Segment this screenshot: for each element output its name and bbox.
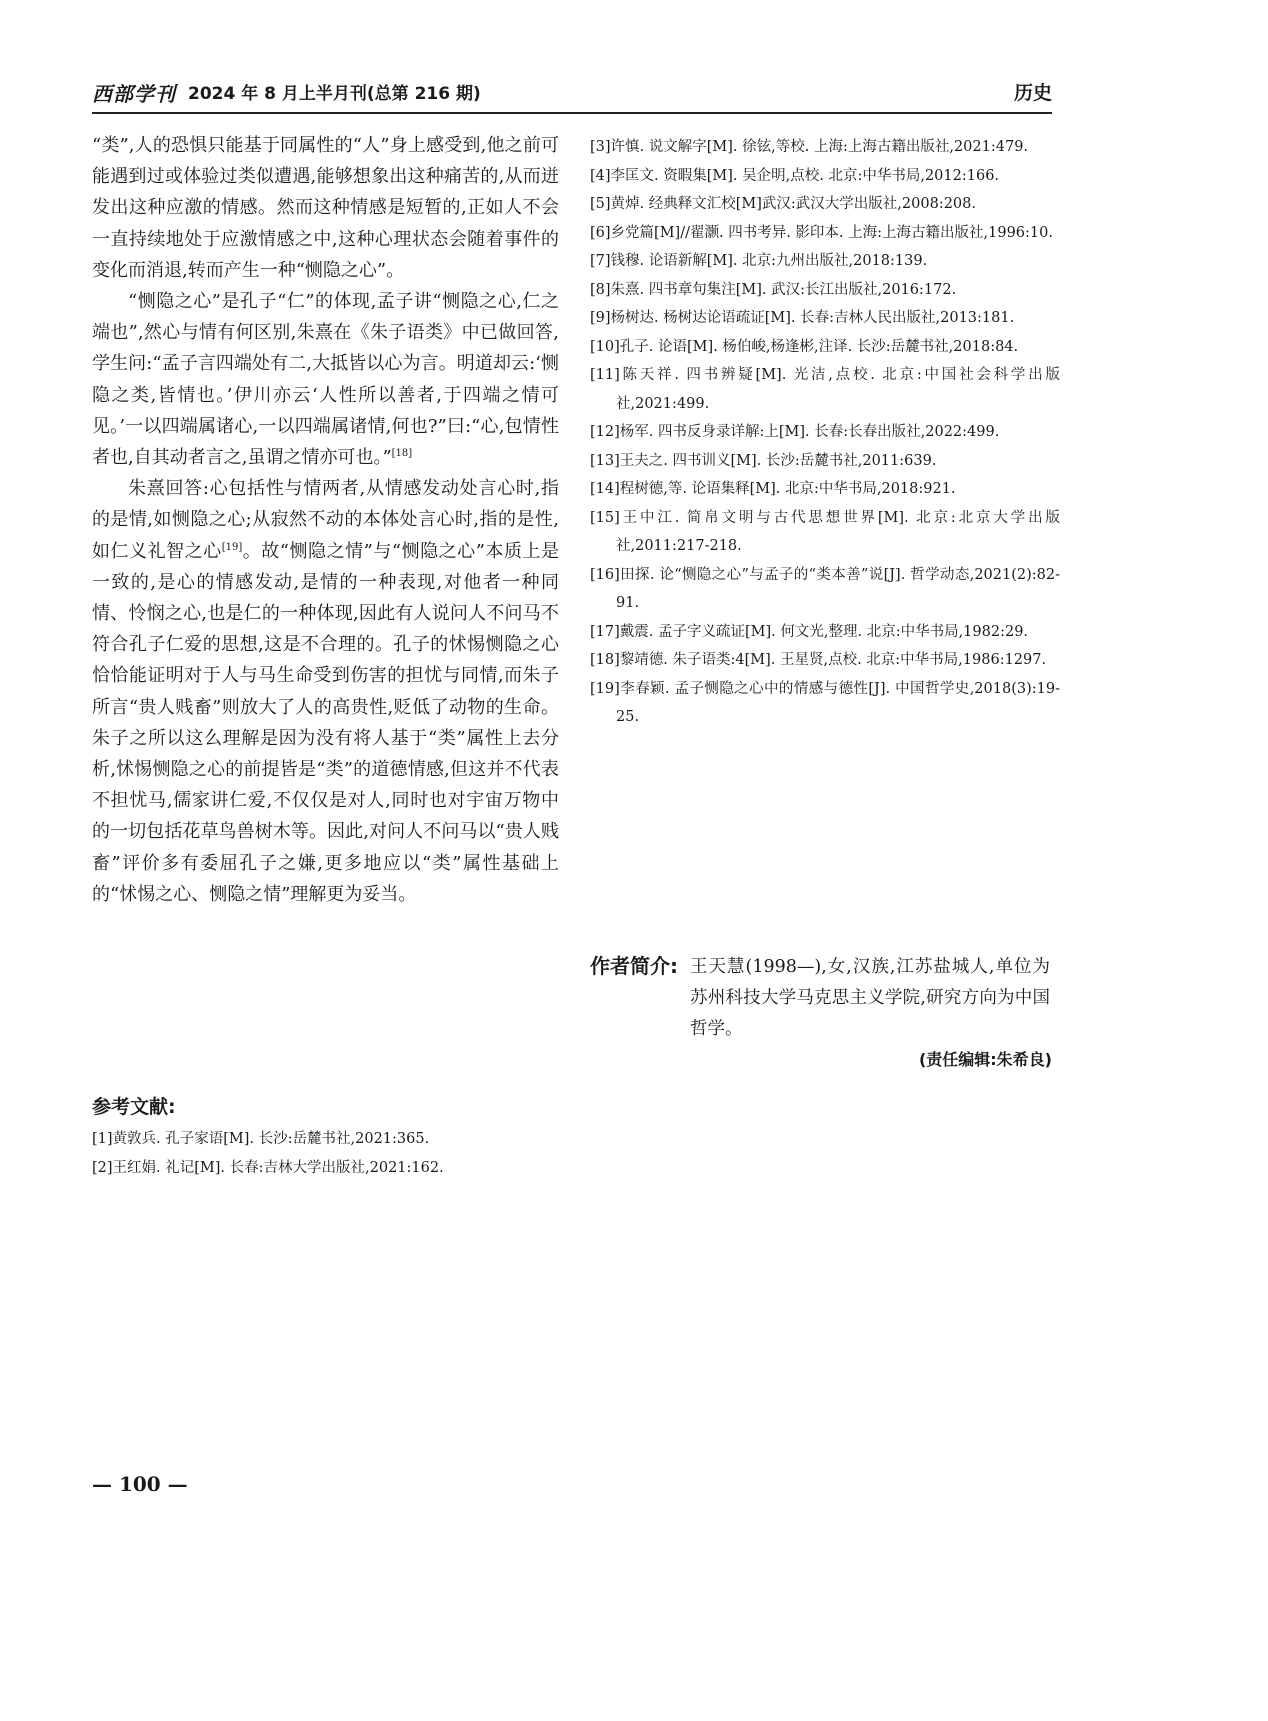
paragraph-2-text: “恻隐之心”是孔子“仁”的体现,孟子讲“恻隐之心,仁之端也”,然心与情有何区别,朱熹在《朱子语类》中已做回答,学生问:“孟子言四端处有二,大抵皆以心为言。明道却云:‘恻隐之类,皆情也。’伊川亦云‘人性所以善者,于四端之情可见。’一以四端属诸心,一以四端属诸情,何也?”曰:“心,包情性者也,自其动者言之,虽谓之情亦可也。” [92, 291, 559, 469]
header-rule [92, 112, 1052, 114]
references-list-left [92, 1125, 562, 1182]
reference-item: [14]程树德,等. 论语集释[M]. 北京:中华书局,2018:921. [590, 481, 956, 497]
reference-item: [4]李匡文. 资暇集[M]. 吴企明,点校. 北京:中华书局,2012:166. [590, 167, 1000, 184]
reference-item: [17]戴震. 孟子字义疏证[M]. 何文光,整理. 北京:中华书局,1982:29. [590, 623, 1029, 640]
reference-item: [6]乡党篇[M]//翟灏. 四书考异. 影印本. 上海:上海古籍出版社,1996:10. [590, 224, 1053, 241]
author-bio-label: 作者简介: [590, 954, 678, 978]
reference-item: [19]李春颖. 孟子恻隐之心中的情感与德性[J]. 中国哲学史,2018(3):19-25. [590, 680, 1060, 725]
section-label: 历史 [1013, 82, 1052, 104]
reference-item: [10]孔子. 论语[M]. 杨伯峻,杨逢彬,注译. 长沙:岳麓书社,2018:84. [590, 338, 1019, 355]
reference-item: [2]王红娟. 礼记[M]. 长春:吉林大学出版社,2021:162. [92, 1159, 444, 1176]
reference-item: [5]黄焯. 经典释文汇校[M]武汉:武汉大学出版社,2008:208. [590, 196, 976, 212]
references-heading: 参考文献: [92, 1096, 176, 1118]
paragraph-3 [92, 473, 559, 910]
issue-info: 2024 年 8 月上半月刊(总第 216 期) [188, 84, 481, 104]
paragraph-1: “类”,人的恐惧只能基于同属性的“人”身上感受到,他之前可能遇到过或体验过类似遭遇,能够想象出这种痛苦的,从而迸发出这种应激的情感。然而这种情感是短暂的,正如人不会一直持续地处于应激情感之中,这种心理状态会随着事件的变化而消退,转而产生一种“恻隐之心”。 [92, 135, 559, 281]
reference-item: [16]田探. 论“恻隐之心”与孟子的“类本善”说[J]. 哲学动态,2021(2):82-91. [590, 566, 1060, 611]
reference-item: [15]王中江. 简帛文明与古代思想世界[M]. 北京:北京大学出版社,2011:217-218. [590, 509, 1060, 554]
reference-item: [1]黄敦兵. 孔子家语[M]. 长沙:岳麓书社,2021:365. [92, 1131, 430, 1147]
reference-item: [12]杨军. 四书反身录详解:上[M]. 长春:长春出版社,2022:499. [590, 424, 1000, 440]
reference-item: [8]朱熹. 四书章句集注[M]. 武汉:长江出版社,2016:172. [590, 281, 957, 298]
reference-item: [13]王夫之. 四书训义[M]. 长沙:岳麓书社,2011:639. [590, 452, 937, 469]
reference-item: [7]钱穆. 论语新解[M]. 北京:九州出版社,2018:139. [590, 253, 928, 269]
citation-18[interactable]: [18] [391, 448, 413, 460]
responsible-editor: (责任编辑:朱希良) [918, 1050, 1052, 1069]
paragraph-3-text-b: 。故“恻隐之情”与“恻隐之心”本质上是一致的,是心的情感发动,是情的一种表现,对他者一种同情、怜悯之心,也是仁的一种体现,因此有人说问人不问马不符合孔子仁爱的思想,这是不合理的。孔子的怵惕恻隐之心恰恰能证明对于人与马生命受到伤害的担忧与同情,而朱子所言“贵人贱畜”则放大了人的高贵性,贬低了动物的生命。朱子之所以这么理解是因为没有将人基于“类”属性上去分析,怵惕恻隐之心的前提皆是“类”的道德情感,但这并不代表不担忧马,儒家讲仁爱,不仅仅是对人,同时也对宇宙万物中的一切包括花草鸟兽树木等。因此,对问人不问马以“贵人贱畜”评价多有委屈孔子之嫌,更多地应以“类”属性基础上的“怵惕之心、恻隐之情”理解更为妥当。 [92, 540, 560, 905]
body-text-column [92, 130, 559, 910]
page-header [92, 78, 1052, 108]
reference-item: [3]许慎. 说文解字[M]. 徐铉,等校. 上海:上海古籍出版社,2021:479. [590, 139, 1029, 155]
page-number: — 100 — [92, 1472, 188, 1496]
reference-item: [18]黎靖德. 朱子语类:4[M]. 王星贤,点校. 北京:中华书局,1986:1297. [590, 652, 1047, 668]
reference-item: [11]陈天祥. 四书辨疑[M]. 光洁,点校. 北京:中国社会科学出版社,2021:499. [590, 367, 1060, 412]
references-list-right [590, 133, 1060, 732]
paragraph-3-text-a: 朱熹回答:心包括性与情两者,从情感发动处言心时,指的是情,如恻隐之心;从寂然不动的本体处言心时,指的是性,如仁义礼智之心 [92, 478, 559, 562]
author-bio-text: 王天慧(1998—),女,汉族,江苏盐城人,单位为苏州科技大学马克思主义学院,研究方向为中国哲学。 [690, 957, 1050, 1039]
reference-item: [9]杨树达. 杨树达论语疏证[M]. 长春:吉林人民出版社,2013:181. [590, 310, 1015, 326]
journal-logo: 西部学刊 [92, 82, 176, 106]
paragraph-2 [92, 286, 559, 473]
citation-19[interactable]: [19] [221, 541, 243, 553]
